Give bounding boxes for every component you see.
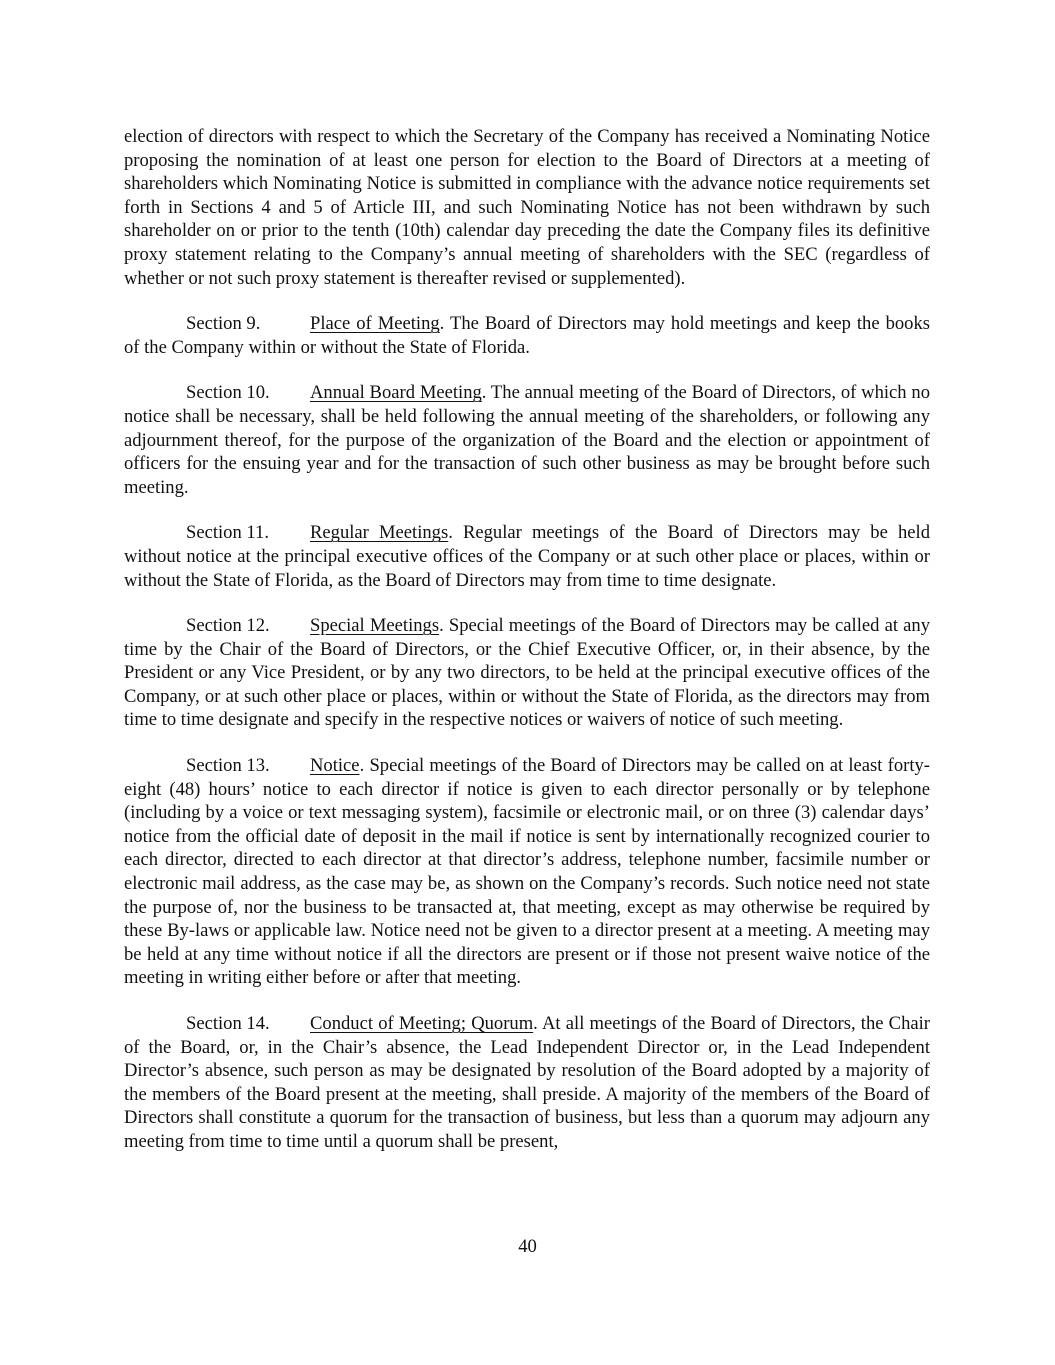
section-13-paragraph: [124, 754, 930, 990]
section-text: . Special meetings of the Board of Directors may be called at any time by the Chair of the Board of Directors, or the Chief Executive Officer, or, in their absence, by the President or any Vice President, or by any two directors, to be held at the principal executive offices of the Company, or at such other place or places, within or without the State of Florida, as the directors may from time to time designate and specify in the respective notices or waivers of notice of such meeting.: [124, 615, 930, 731]
section-number: Section 10.: [186, 382, 270, 404]
section-text: . At all meetings of the Board of Directors, the Chair of the Board, or, in the Chair’s absence, the Lead Independent Director or, in the Lead Independent Director’s absence, such person as may be designated by resolution of the Board adopted by a majority of the members of the Board present at the meeting, shall preside. A majority of the members of the Board of Directors shall constitute a quorum for the transaction of business, but less than a quorum may adjourn any meeting from time to time until a quorum shall be present,: [124, 1013, 930, 1152]
section-number: Section 13.: [186, 755, 270, 777]
section-text: . The annual meeting of the Board of Directors, of which no notice shall be necessary, shall be held following the annual meeting of the shareholders, or following any adjournment thereof, for the purpose of the organization of the Board and the election or appointment of officers for the ensuing year and for the transaction of such other business as may be brought before such meeting.: [124, 382, 930, 498]
section-10-paragraph: [124, 381, 930, 499]
section-12-paragraph: [124, 614, 930, 732]
section-title: Notice: [310, 755, 360, 777]
section-9-paragraph: [124, 312, 930, 359]
section-text: . The Board of Directors may hold meetings and keep the books of the Company within or without the State of Florida.: [124, 313, 931, 358]
document-body: [124, 125, 930, 1176]
section-title: Special Meetings: [310, 615, 440, 637]
section-title: Place of Meeting: [310, 313, 440, 335]
section-text: . Regular meetings of the Board of Directors may be held without notice at the principal executive offices of the Company or at such other place or places, within or without the State of Florida, as the Board of Directors may from time to time designate.: [124, 522, 930, 591]
section-11-paragraph: [124, 521, 930, 592]
section-14-paragraph: [124, 1012, 930, 1154]
section-number: Section 9.: [186, 313, 261, 335]
section-title: Conduct of Meeting; Quorum: [310, 1013, 534, 1034]
section-number: Section 12.: [186, 615, 270, 637]
page-number: 40: [518, 1236, 537, 1257]
section-title: Annual Board Meeting: [310, 382, 482, 404]
continued-paragraph: election of directors with respect to which the Secretary of the Company has received a Nominating Notice proposing the nomination of at least one person for election to the Board of Directors at a meeting of shareholders which Nominating Notice is submitted in compliance with the advance notice requirements set forth in Sections 4 and 5 of Article III, and such Nominating Notice has not been withdrawn by such shareholder on or prior to the tenth (10th) calendar day preceding the date the Company files its definitive proxy statement relating to the Company’s annual meeting of shareholders with the SEC (regardless of whether or not such proxy statement is thereafter revised or supplemented).: [124, 126, 930, 289]
section-text: . Special meetings of the Board of Directors may be called on at least forty-eight (48) hours’ notice to each director if notice is given to each director personally or by telephone (including by a voice or text messaging system), facsimile or electronic mail, or on three (3) calendar days’ notice from the official date of deposit in the mail if notice is sent by internationally recognized courier to each director, directed to each director at that director’s address, telephone number, facsimile number or electronic mail address, as the case may be, as shown on the Company’s records. Such notice need not state the purpose of, nor the business to be transacted at, that meeting, except as may otherwise be required by these By-laws or applicable law. Notice need not be given to a director present at a meeting. A meeting may be held at any time without notice if all the directors are present or if those not present waive notice of the meeting in writing either before or after that meeting.: [124, 755, 930, 989]
section-title: Regular Meetings: [310, 522, 449, 544]
section-number: Section 14.: [186, 1013, 270, 1034]
section-number: Section 11.: [186, 522, 269, 544]
